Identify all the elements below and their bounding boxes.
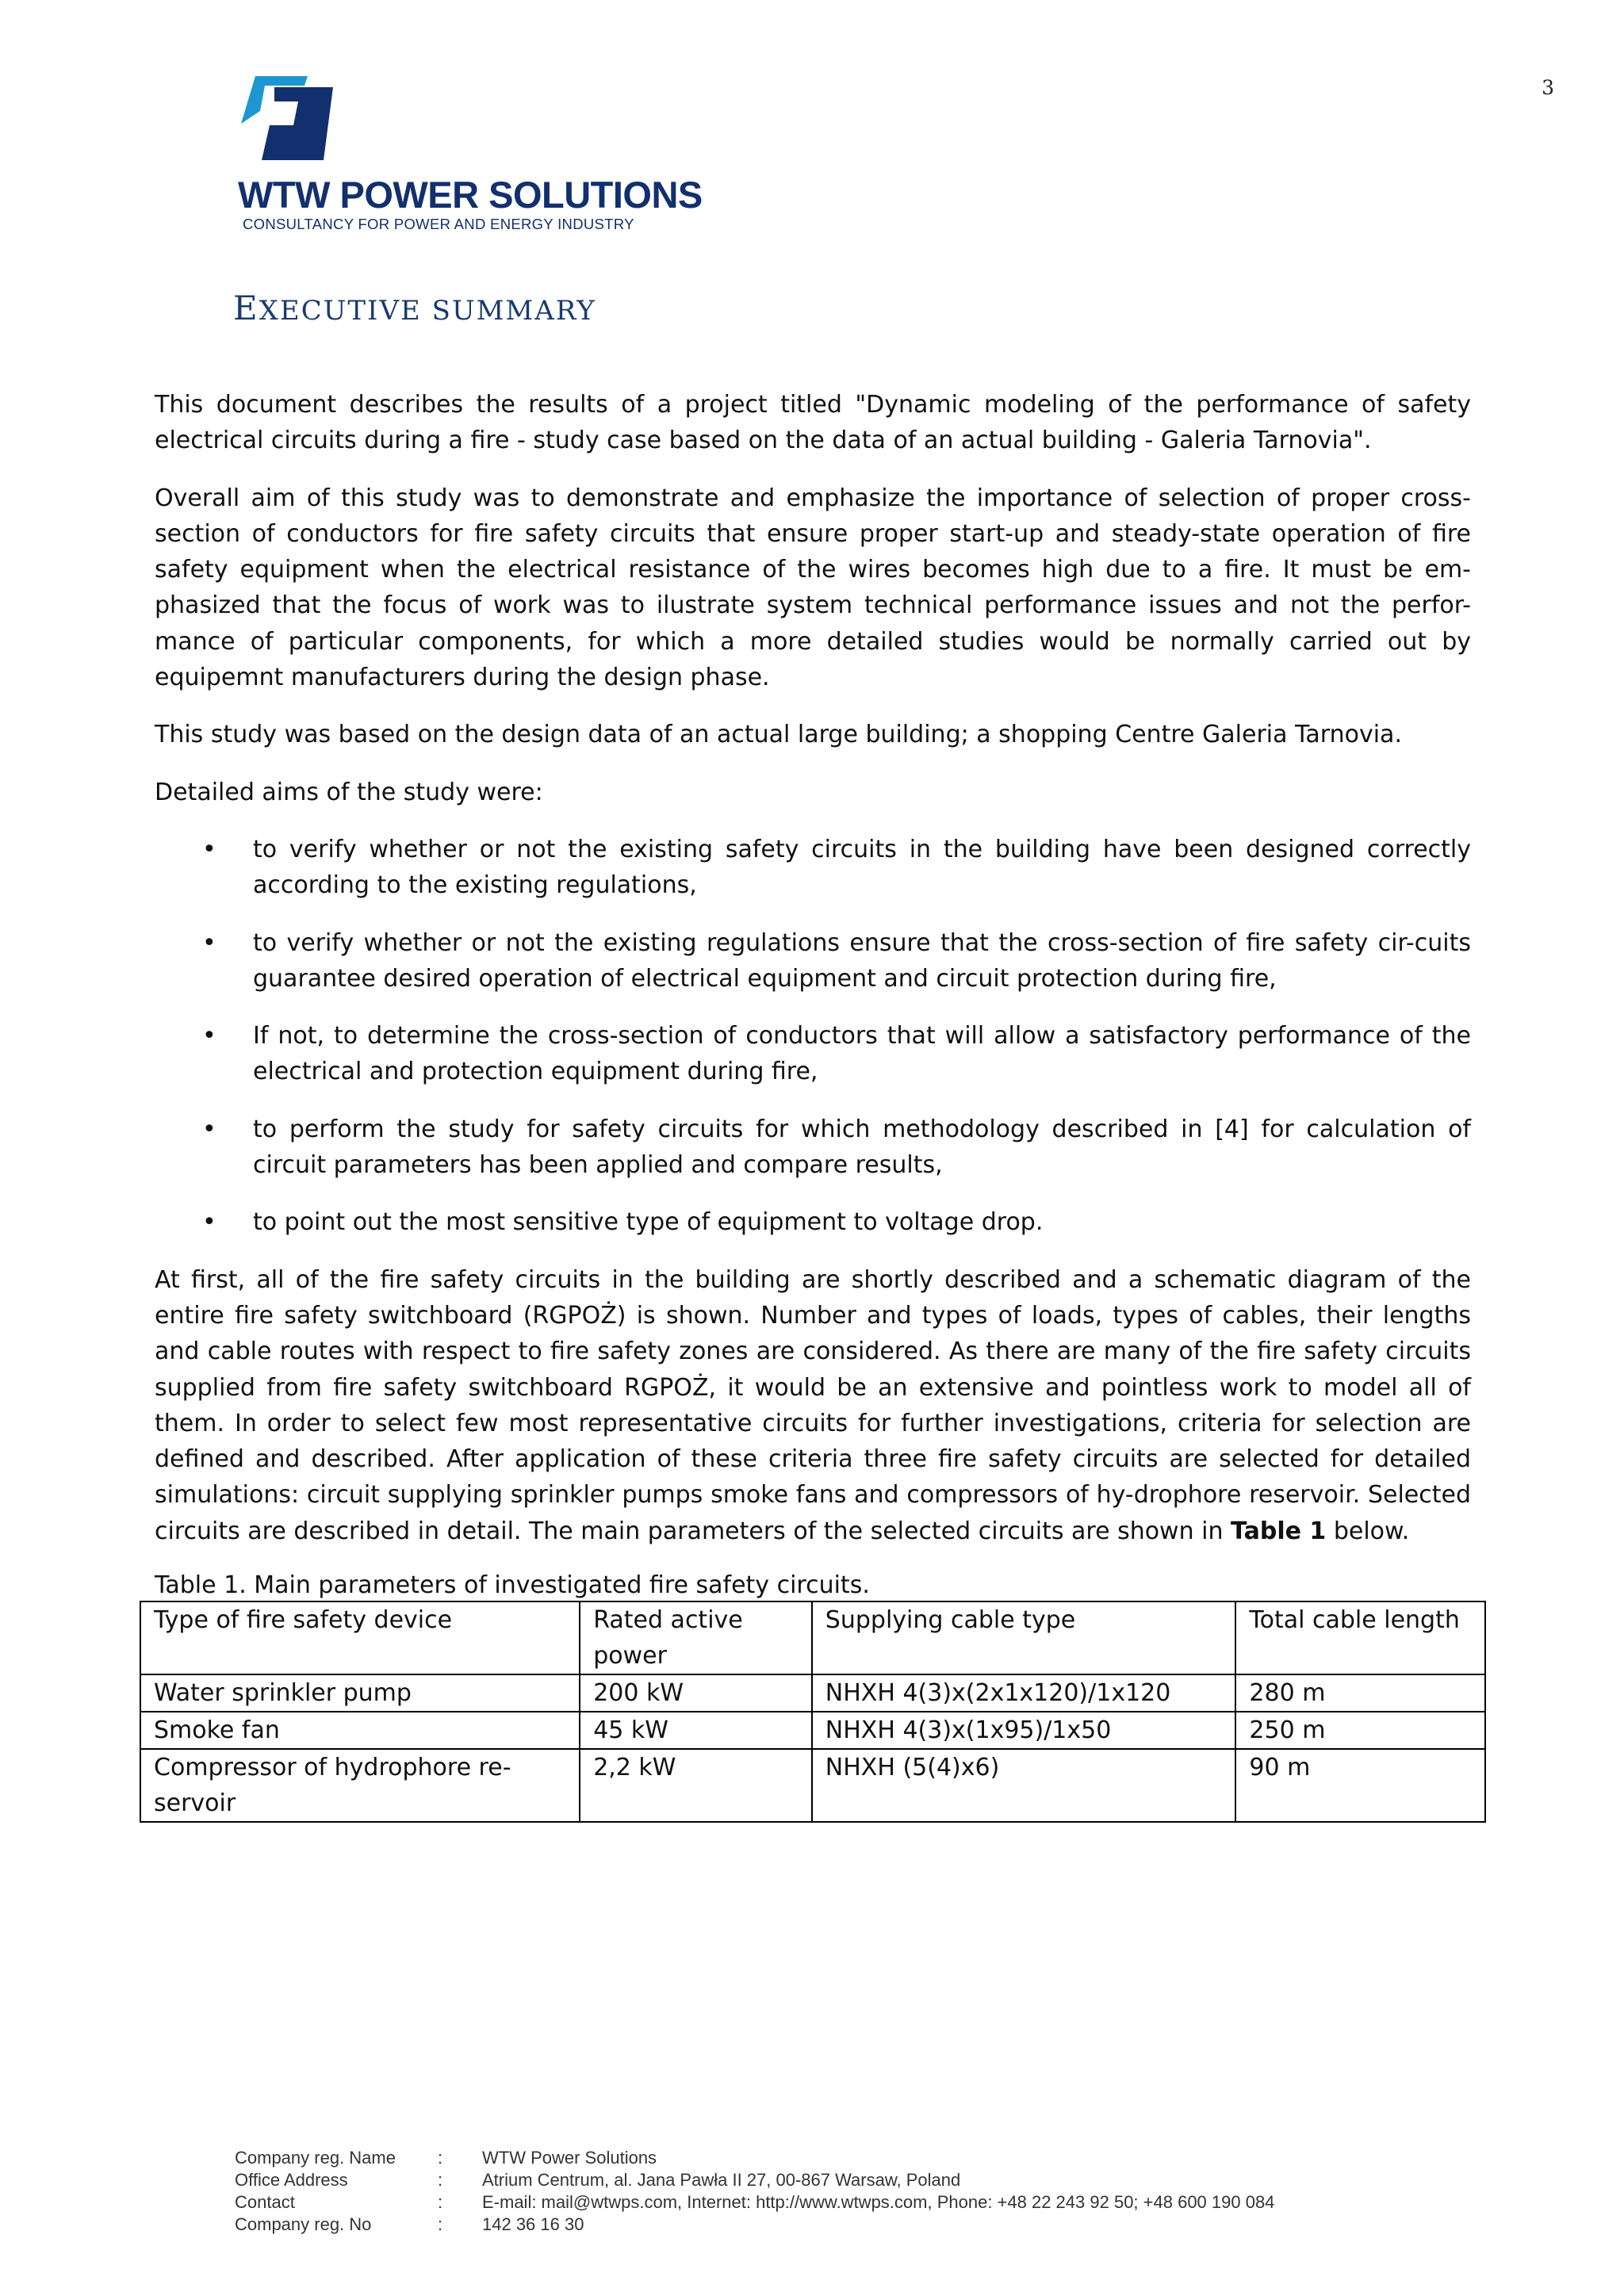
table-header-cell: Total cable length [1235, 1601, 1485, 1674]
list-item: • to point out the most sensitive type of equipment to voltage drop. [155, 1204, 1471, 1240]
aims-list [155, 832, 1471, 1241]
paragraph-intro: This document describes the results of a project titled "Dynamic modeling of the performance of safety electrical circuits during a fire - study case based on the data of an actual building - Galeria Tarnovia". [155, 391, 1471, 455]
table-header-cell: Rated active power [580, 1601, 812, 1674]
table-header-row [140, 1601, 1485, 1674]
table-reference-link: Table 1 [1231, 1517, 1327, 1545]
footer-separator: : [438, 2170, 443, 2190]
table-cell: NHXH 4(3)x(2x1x120)/1x120 [812, 1674, 1236, 1712]
list-item: • to verify whether or not the existing safety circuits in the building have been designed correctly according to the existing regulations, [155, 832, 1471, 904]
table-cell: NHXH (5(4)x6) [812, 1749, 1236, 1822]
footer-separator: : [438, 2214, 443, 2234]
paragraph-aims-lead: Detailed aims of the study were: [155, 778, 543, 806]
paragraph-basis: This study was based on the design data of an actual large building; a shopping Centre Galeria Tarnovia. [155, 721, 1402, 749]
footer-value: WTW Power Solutions [482, 2148, 657, 2168]
footer-separator: : [438, 2192, 443, 2212]
table-row [140, 1674, 1485, 1712]
parameters-table [140, 1601, 1486, 1823]
footer-label: Office Address [235, 2170, 348, 2190]
footer-separator: : [438, 2148, 443, 2168]
table-cell: 2,2 kW [580, 1749, 812, 1822]
paragraph-method-end: below. [1326, 1517, 1410, 1545]
table-cell: Water sprinkler pump [140, 1674, 580, 1712]
table-row [140, 1712, 1485, 1749]
company-logo-icon [238, 76, 357, 163]
summary-content [155, 387, 1471, 1823]
page-title [233, 289, 596, 327]
table-caption: Table 1. Main parameters of investigated fire safety circuits. [155, 1571, 870, 1600]
footer-label: Company reg. No [235, 2214, 372, 2234]
footer-row [235, 2214, 1274, 2236]
footer-row [235, 2169, 1274, 2191]
paragraph-method-text: At first, all of the fire safety circuits in the building are shortly described and a schematic diagram of the entire fire safety switchboard (RGPOŻ) is shown. Number and types of loads, types of cables, their lengths and cable routes with respect to fire safety zones are considered. As there are many of the fire safety circuits supplied from fire safety switchboard RGPOŻ, it would be an extensive and pointless work to model all of them. In order to select few most representative circuits for further investigations, criteria for selection are defined and described. After application of these criteria three fire safety circuits are selected for detailed simulations: circuit supplying sprinkler pumps smoke fans and compressors of hy-drophore reservoir. Selected circuits are described in detail. The main parameters of the selected circuits are shown in [155, 1265, 1471, 1545]
table-cell: 45 kW [580, 1712, 812, 1749]
list-item: • to verify whether or not the existing regulations ensure that the cross-section of fire safety cir-cuits guarantee desired operation of electrical equipment and circuit protection during fire, [155, 925, 1471, 997]
paragraph-method [155, 1262, 1471, 1549]
list-item: • to perform the study for safety circuits for which methodology described in [4] for calculation of circuit parameters has been applied and compare results, [155, 1112, 1471, 1184]
table-header-cell: Supplying cable type [812, 1601, 1236, 1674]
footer-label: Contact [235, 2192, 295, 2212]
company-name: WTW POWER SOLUTIONS [238, 174, 703, 216]
footer-value: E-mail: mail@wtwps.com, Internet: http://www.wtwps.com, Phone: +48 22 243 92 50; +48 600 190 084 [482, 2192, 1275, 2212]
list-item: • If not, to determine the cross-section of conductors that will allow a satisfactory performance of the electrical and protection equipment during fire, [155, 1018, 1471, 1090]
footer-value: 142 36 16 30 [482, 2214, 584, 2234]
table-cell: 90 m [1235, 1749, 1485, 1822]
table-cell: NHXH 4(3)x(1x95)/1x50 [812, 1712, 1236, 1749]
footer-value: Atrium Centrum, al. Jana Pawła II 27, 00-867 Warsaw, Poland [482, 2170, 961, 2190]
title-initial: E [233, 289, 259, 327]
footer [235, 2147, 1274, 2236]
table-cell: 250 m [1235, 1712, 1485, 1749]
table-header-cell: Type of fire safety device [140, 1601, 580, 1674]
company-tagline: CONSULTANCY FOR POWER AND ENERGY INDUSTRY [243, 216, 634, 232]
table-cell: 200 kW [580, 1674, 812, 1712]
table-row [140, 1749, 1485, 1822]
footer-label: Company reg. Name [235, 2148, 396, 2168]
table-cell: 280 m [1235, 1674, 1485, 1712]
footer-row [235, 2191, 1274, 2214]
page-number: 3 [1542, 76, 1554, 99]
table-cell: Compressor of hydrophore re-servoir [140, 1749, 580, 1822]
title-rest: XECUTIVE SUMMARY [259, 295, 596, 327]
footer-row [235, 2147, 1274, 2169]
paragraph-aim: Overall aim of this study was to demonstrate and emphasize the importance of selection of proper cross-section of conductors for fire safety circuits that ensure proper start-up and steady-state operation of fire safety equipment when the electrical resistance of the wires becomes high due to a fire. It must be em-phasized that the focus of work was to ilustrate system technical performance issues and not the perfor-mance of particular components, for which a more detailed studies would be normally carried out by equipemnt manufacturers during the design phase. [155, 484, 1471, 692]
table-cell: Smoke fan [140, 1712, 580, 1749]
